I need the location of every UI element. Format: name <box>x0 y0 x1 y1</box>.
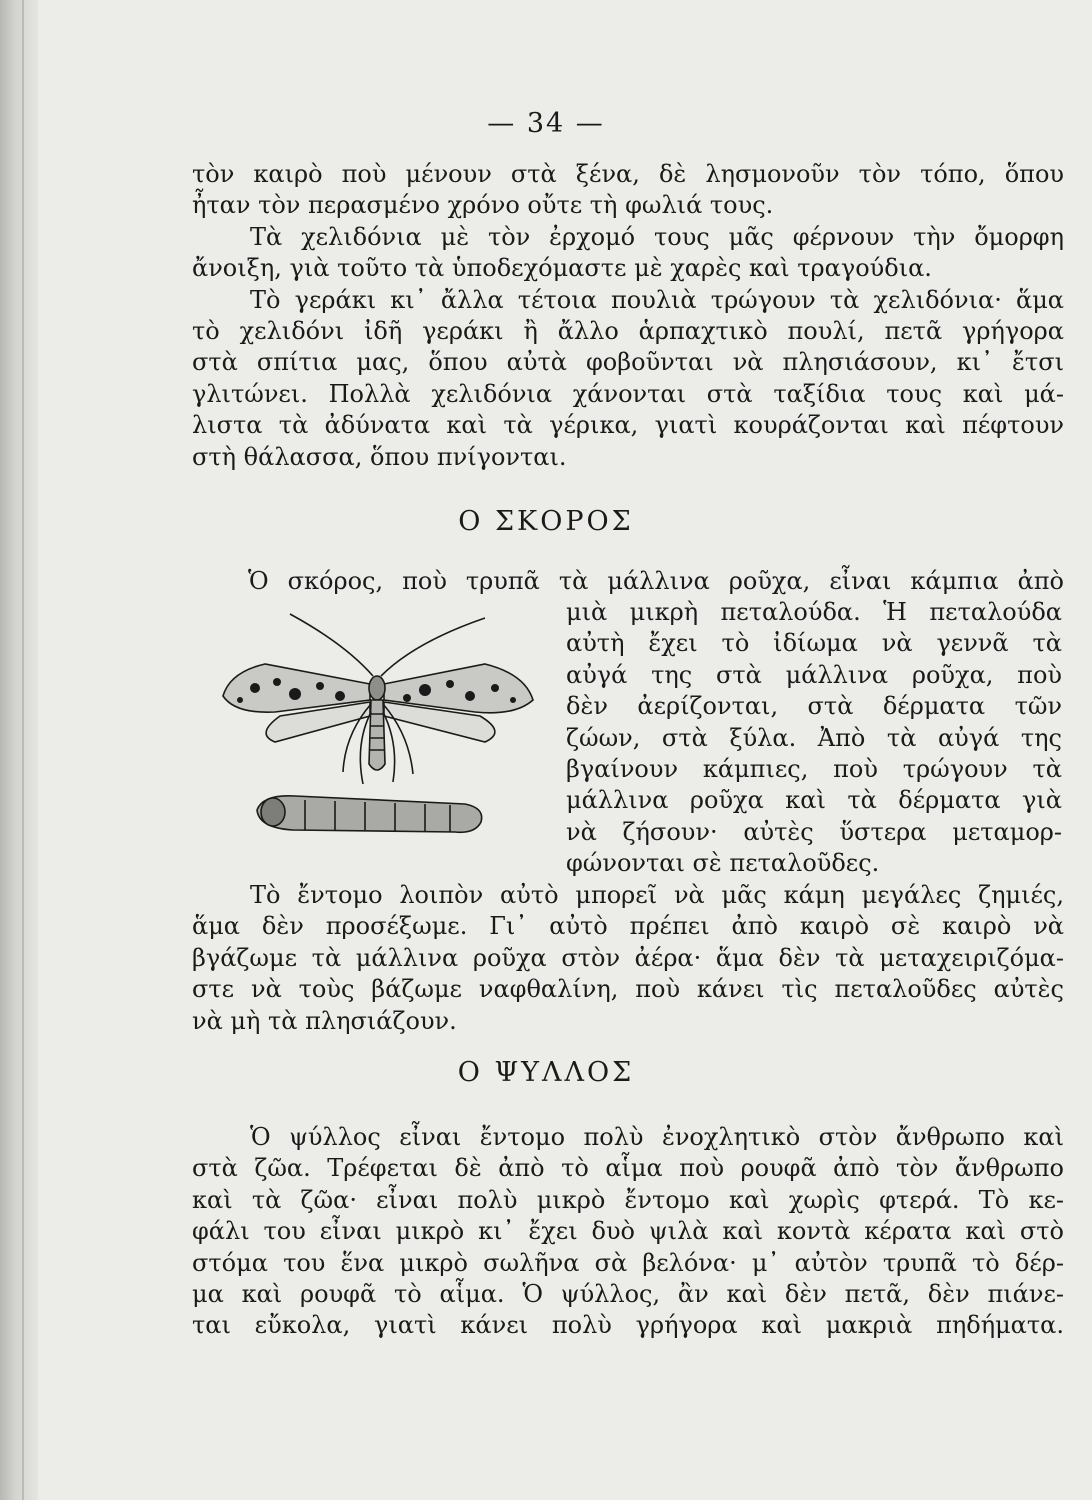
section-heading-psyllos: Ο ΨΥΛΛΟΣ <box>457 1057 635 1088</box>
skoros-first-line <box>248 566 1064 597</box>
text-line: στε νὰ τοὺς βάζωμε ναφθαλίνη, ποὺ κάνει τὶς πεταλοῦδες αὐτὲς <box>192 975 1064 1004</box>
text-line: καὶ τὰ ζῶα· εἶναι πολὺ μικρὸ ἔντομο καὶ χωρὶς φτερά. Τὸ κε- <box>192 1185 1064 1214</box>
text-line: τὸν καιρὸ ποὺ μένουν στὰ ξένα, δὲ λησμονοῦν τὸν τόπο, ὅπου <box>192 160 1064 188</box>
text-line: νὰ ζήσουν· αὐτὲς ὕστερα μεταμορ- <box>566 817 1062 846</box>
text-line: Τὸ γεράκι κι᾿ ἄλλα τέτοια πουλιὰ τρώγουν τὰ χελιδόνια· ἅμα <box>250 285 1064 314</box>
text-line: τὸ χελιδόνι ἰδῆ γεράκι ἢ ἄλλο ἁρπαχτικὸ πουλί, πετᾶ γρήγορα <box>192 316 1064 345</box>
text-line: στόμα του ἕνα μικρὸ σωλῆνα σὰ βελόνα· μ᾿ αὐτὸν τρυπᾶ τὸ δέρ- <box>192 1248 1064 1277</box>
text-line: στὰ ζῶα. Τρέφεται δὲ ἀπὸ τὸ αἷμα ποὺ ρουφᾶ ἀπὸ τὸν ἄνθρωπο <box>192 1154 1064 1183</box>
text-line: βγαίνουν κάμπιες, ποὺ τρώγουν τὰ <box>566 754 1062 783</box>
text-line: φάλι του εἶναι μικρὸ κι᾿ ἔχει δυὸ ψιλὰ καὶ κοντὰ κέρατα καὶ στὸ <box>192 1217 1064 1246</box>
text-line: αὐγά της στὰ μάλλινα ροῦχα, ποὺ <box>566 660 1062 689</box>
intro-text <box>192 159 1064 473</box>
text-line: Τὸ ἔντομο λοιπὸν αὐτὸ μπορεῖ νὰ μᾶς κάμη μεγάλες ζημιές, <box>250 881 1064 909</box>
text-line: Τὰ χελιδόνια μὲ τὸν ἐρχομό τους μᾶς φέρνουν τὴν ὄμορφη <box>250 222 1064 251</box>
text-line: γλιτώνει. Πολλὰ χελιδόνια χάνονται στὰ ταξίδια τους καὶ μά- <box>192 379 1064 408</box>
text-line: Ὁ σκόρος, ποὺ τρυπᾶ τὰ μάλλινα ροῦχα, εἶναι κάμπια ἀπὸ <box>248 567 1064 595</box>
binding-crease <box>22 0 24 1500</box>
psyllos-text <box>192 1122 1064 1342</box>
moth-and-larva-illustration <box>195 604 557 864</box>
text-line: μάλλινα ροῦχα καὶ τὰ δέρματα γιὰ <box>566 786 1062 815</box>
text-line: ἅμα δὲν προσέξωμε. Γι᾿ αὐτὸ πρέπει ἀπὸ καιρὸ σὲ καιρὸ νὰ <box>192 912 1064 941</box>
text-line: ται εὔκολα, γιατὶ κάνει πολὺ γρήγορα καὶ μακριὰ πηδήματα. <box>192 1311 1064 1340</box>
text-line: νὰ μὴ τὰ πλησιάζουν. <box>192 1006 457 1035</box>
text-line: ἄνοιξη, γιὰ τοῦτο τὰ ὑποδεχόμαστε μὲ χαρὲς καὶ τραγούδια. <box>192 254 932 283</box>
text-line: φώνονται σὲ πεταλοῦδες. <box>566 849 880 878</box>
text-line: στὰ σπίτια μας, ὅπου αὐτὰ φοβοῦνται νὰ πλησιάσουν, κι᾿ ἔτσι <box>192 348 1064 377</box>
text-line: αὐτὴ ἔχει τὸ ἰδίωμα νὰ γεννᾶ τὰ <box>566 629 1062 658</box>
skoros-paragraph-2 <box>192 880 1064 1037</box>
book-binding-shadow <box>0 0 38 1500</box>
text-line: ἦταν τὸν περασμένο χρόνο οὔτε τὴ φωλιά τους. <box>192 191 774 220</box>
text-line: μα καὶ ρουφᾶ τὸ αἷμα. Ὁ ψύλλος, ἂν καὶ δὲν πετᾶ, δὲν πιάνε- <box>192 1279 1064 1308</box>
moth-icon <box>223 614 533 784</box>
text-line: στὴ θάλασσα, ὅπου πνίγονται. <box>192 442 567 471</box>
section-heading-skoros: Ο ΣΚΟΡΟΣ <box>458 506 634 537</box>
text-line: μιὰ μικρὴ πεταλούδα. Ἡ πεταλούδα <box>566 598 1062 626</box>
page-number: — 34 — <box>487 108 605 139</box>
text-line: βγάζωμε τὰ μάλλινα ροῦχα στὸν ἀέρα· ἅμα δὲν τὰ μεταχειριζόμα- <box>192 943 1064 972</box>
text-line: ζώων, στὰ ξύλα. Ἀπὸ τὰ αὐγά της <box>566 723 1062 752</box>
larva-case-icon <box>257 796 482 833</box>
text-line: Ὁ ψύλλος εἶναι ἔντομο πολὺ ἐνοχλητικὸ στὸν ἄνθρωπο καὶ <box>250 1123 1064 1151</box>
text-line: δὲν ἀερίζονται, στὰ δέρματα τῶν <box>566 692 1062 721</box>
skoros-wrapped-text <box>566 597 1062 880</box>
text-line: λιστα τὰ ἀδύνατα καὶ τὰ γέρικα, γιατὶ κουράζονται καὶ πέφτουν <box>192 411 1064 440</box>
